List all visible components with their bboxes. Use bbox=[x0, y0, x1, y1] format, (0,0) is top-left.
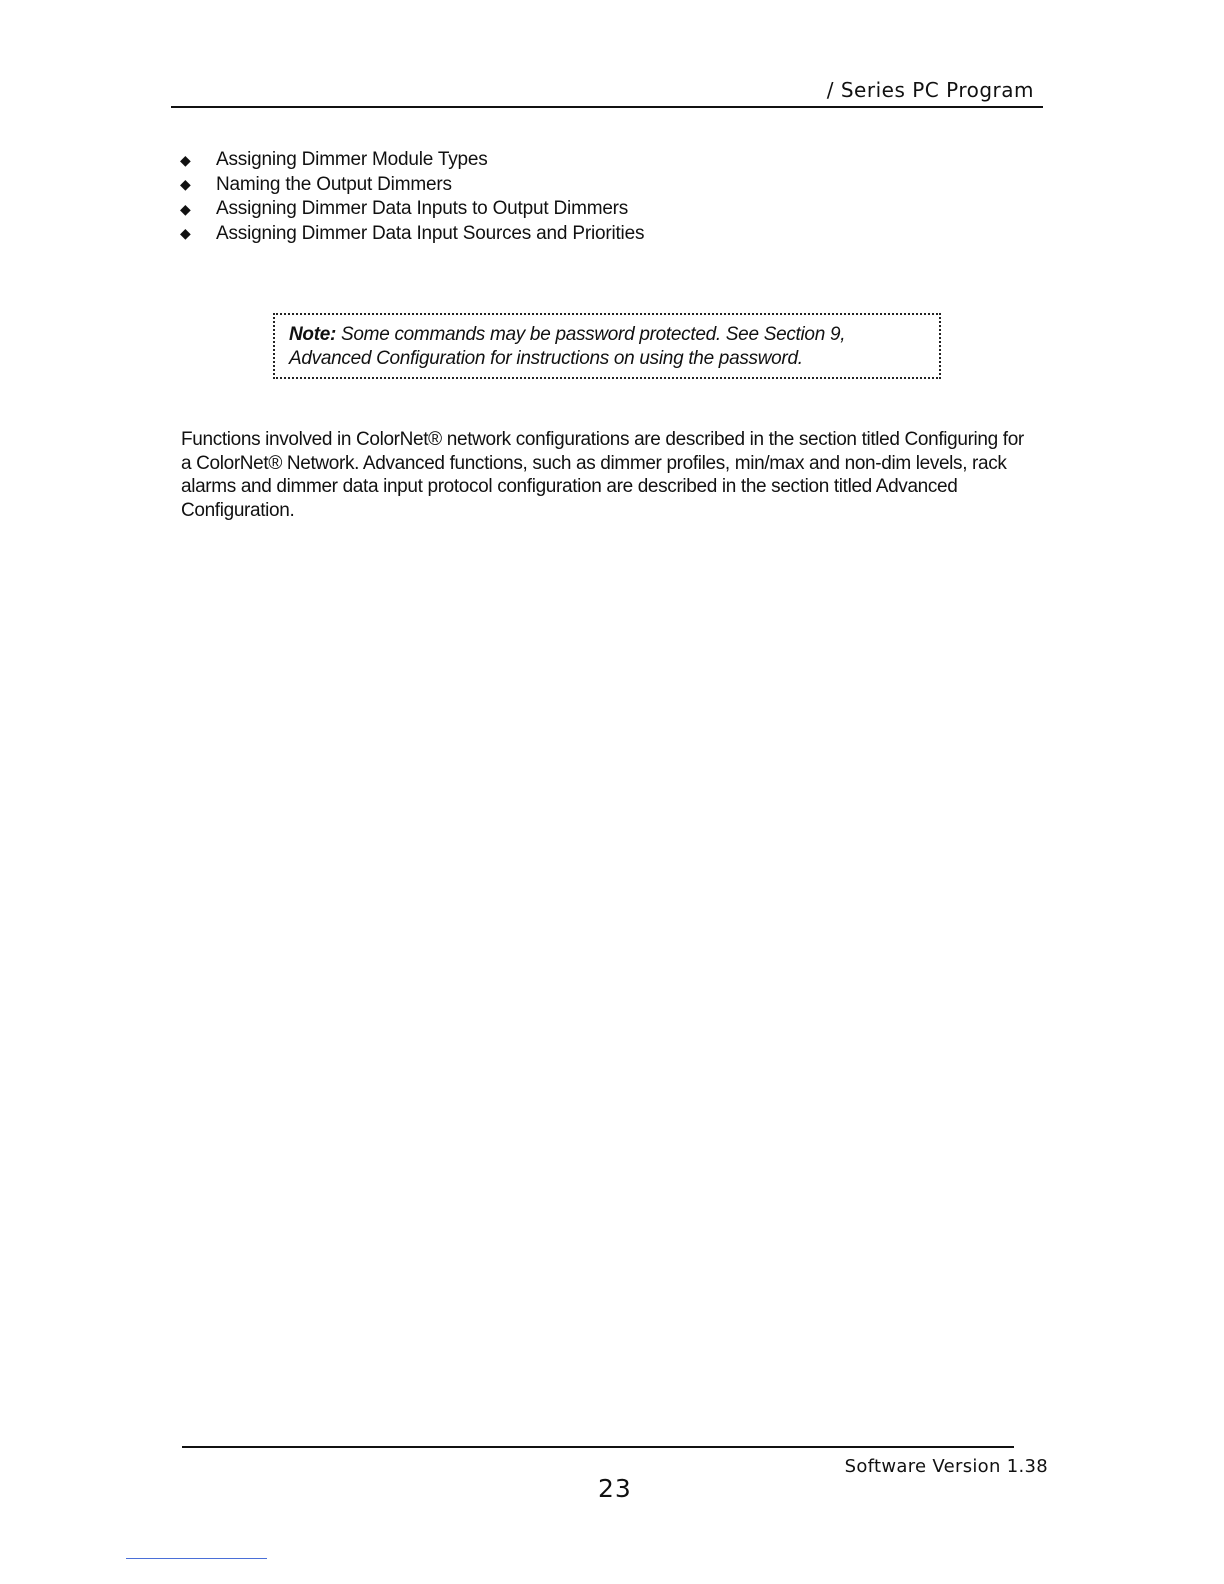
page-number: 23 bbox=[598, 1474, 632, 1503]
header-rule bbox=[171, 106, 1043, 108]
list-item bbox=[180, 148, 644, 173]
diamond-bullet-icon: ◆ bbox=[180, 151, 191, 168]
running-header-title: / Series PC Program bbox=[826, 78, 1034, 102]
list-item bbox=[180, 173, 644, 198]
bottom-divider bbox=[126, 1558, 267, 1559]
list-item bbox=[180, 197, 644, 222]
list-item-text: Assigning Dimmer Module Types bbox=[216, 149, 488, 171]
list-item-text: Assigning Dimmer Data Input Sources and Priorities bbox=[216, 222, 645, 244]
diamond-bullet-icon: ◆ bbox=[180, 200, 191, 217]
note-label: Note: bbox=[289, 324, 337, 345]
diamond-bullet-icon: ◆ bbox=[180, 176, 191, 193]
list-item bbox=[180, 222, 644, 247]
task-bullet-list bbox=[180, 148, 644, 246]
list-item-text: Assigning Dimmer Data Inputs to Output Dimmers bbox=[216, 198, 629, 220]
diamond-bullet-icon: ◆ bbox=[180, 225, 191, 242]
software-version: Software Version 1.38 bbox=[844, 1456, 1048, 1477]
footer-rule bbox=[182, 1446, 1014, 1448]
note-box bbox=[273, 313, 941, 379]
list-item-text: Naming the Output Dimmers bbox=[216, 173, 452, 195]
body-paragraph: Functions involved in ColorNet® network configurations are described in the section titled Configuring for a ColorNet® Network. Advanced functions, such as dimmer profiles, min/max and non-dim levels, rack alarms and dimmer data input protocol configuration are described in the section titled Advanced Configuration. bbox=[181, 429, 1024, 521]
note-text: Some commands may be password protected. See Section 9, Advanced Configuration for instructions on using the password. bbox=[289, 324, 846, 369]
